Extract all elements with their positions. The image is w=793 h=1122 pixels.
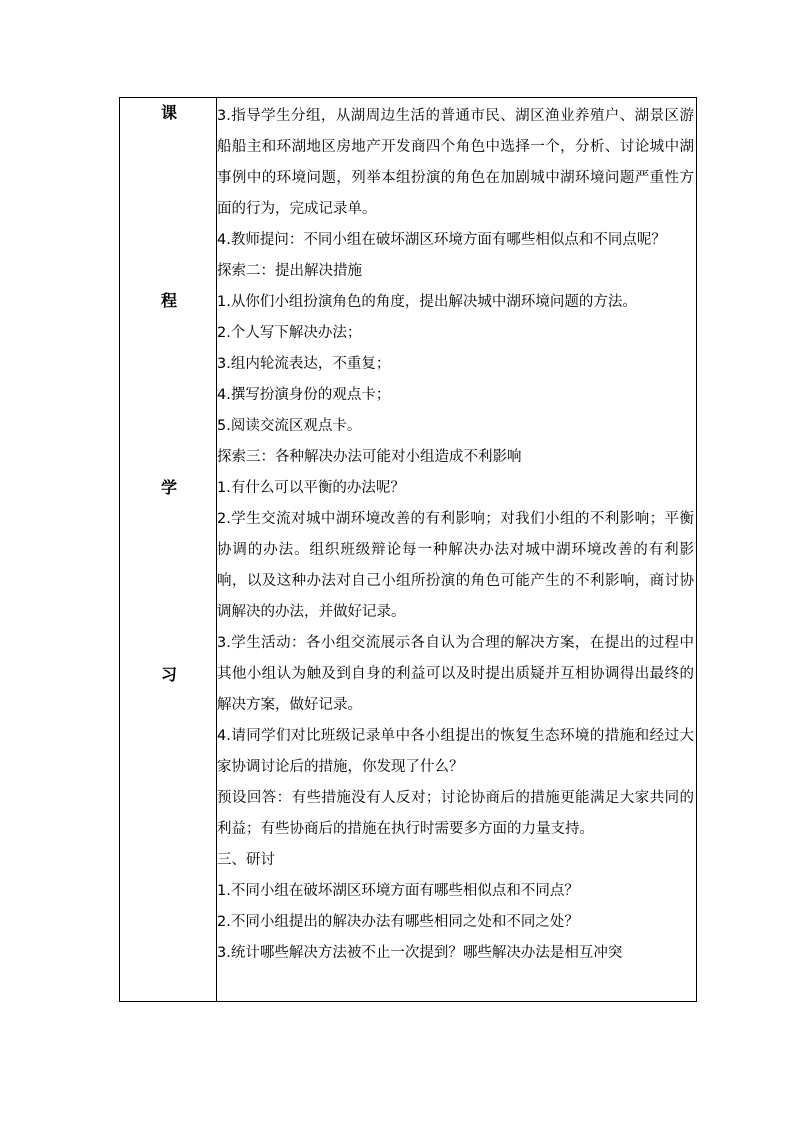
section-heading: 探索三：各种解决办法可能对小组造成不利影响 <box>217 449 522 465</box>
paragraph: 4.撰写扮演身份的观点卡； <box>217 387 391 403</box>
section-heading: 三、研讨 <box>217 852 275 868</box>
paragraph: 2.学生交流对城中湖环境改善的有利影响；对我们小组的不利影响；平衡协调的办法。组织班级辩论每一种解决办法对城中湖环境改善的有利影响，以及这种办法对自己小组所扮演的角色可能产生的不利影响，商讨协调解决的办法，并做好记录。 <box>217 511 694 620</box>
paragraph: 3.组内轮流表达，不重复； <box>217 356 391 372</box>
paragraph: 1.不同小组在破坏湖区环境方面有哪些相似点和不同点？ <box>217 883 579 899</box>
side-label-xue: 学 <box>160 478 177 497</box>
paragraph: 2.个人写下解决办法； <box>217 325 362 341</box>
paragraph: 1.从你们小组扮演角色的角度，提出解决城中湖环境问题的方法。 <box>217 294 637 310</box>
side-label-ke: 课 <box>160 103 177 122</box>
paragraph: 3.学生活动：各小组交流展示各自认为合理的解决方案，在提出的过程中其他小组认为触及到自身的利益可以及时提出质疑并互相协调得出最终的解决方案，做好记录。 <box>217 635 694 713</box>
side-label-cheng: 程 <box>160 291 177 310</box>
side-label-xi: 习 <box>160 665 177 684</box>
lesson-content <box>217 101 694 1001</box>
paragraph: 4.教师提问：不同小组在破坏湖区环境方面有哪些相似点和不同点呢？ <box>217 232 666 248</box>
paragraph: 2.不同小组提出的解决办法有哪些相同之处和不同之处？ <box>217 914 579 930</box>
paragraph: 5.阅读交流区观点卡。 <box>217 418 362 434</box>
paragraph: 3.统计哪些解决方法被不止一次提到？哪些解决办法是相互冲突 <box>217 945 623 961</box>
lesson-table <box>119 97 697 1002</box>
paragraph: 3.指导学生分组，从湖周边生活的普通市民、湖区渔业养殖户、湖景区游船船主和环湖地区房地产开发商四个角色中选择一个，分析、讨论城中湖事例中的环境问题，列举本组扮演的角色在加剧城中湖环境问题严重性方面的行为，完成记录单。 <box>217 108 694 217</box>
paragraph: 预设回答：有些措施没有人反对；讨论协商后的措施更能满足大家共同的利益；有些协商后的措施在执行时需要多方面的力量支持。 <box>217 790 694 837</box>
paragraph: 1.有什么可以平衡的办法呢？ <box>217 480 405 496</box>
section-heading: 探索二：提出解决措施 <box>217 263 362 279</box>
paragraph: 4.请同学们对比班级记录单中各小组提出的恢复生态环境的措施和经过大家协调讨论后的措施，你发现了什么？ <box>217 728 694 775</box>
